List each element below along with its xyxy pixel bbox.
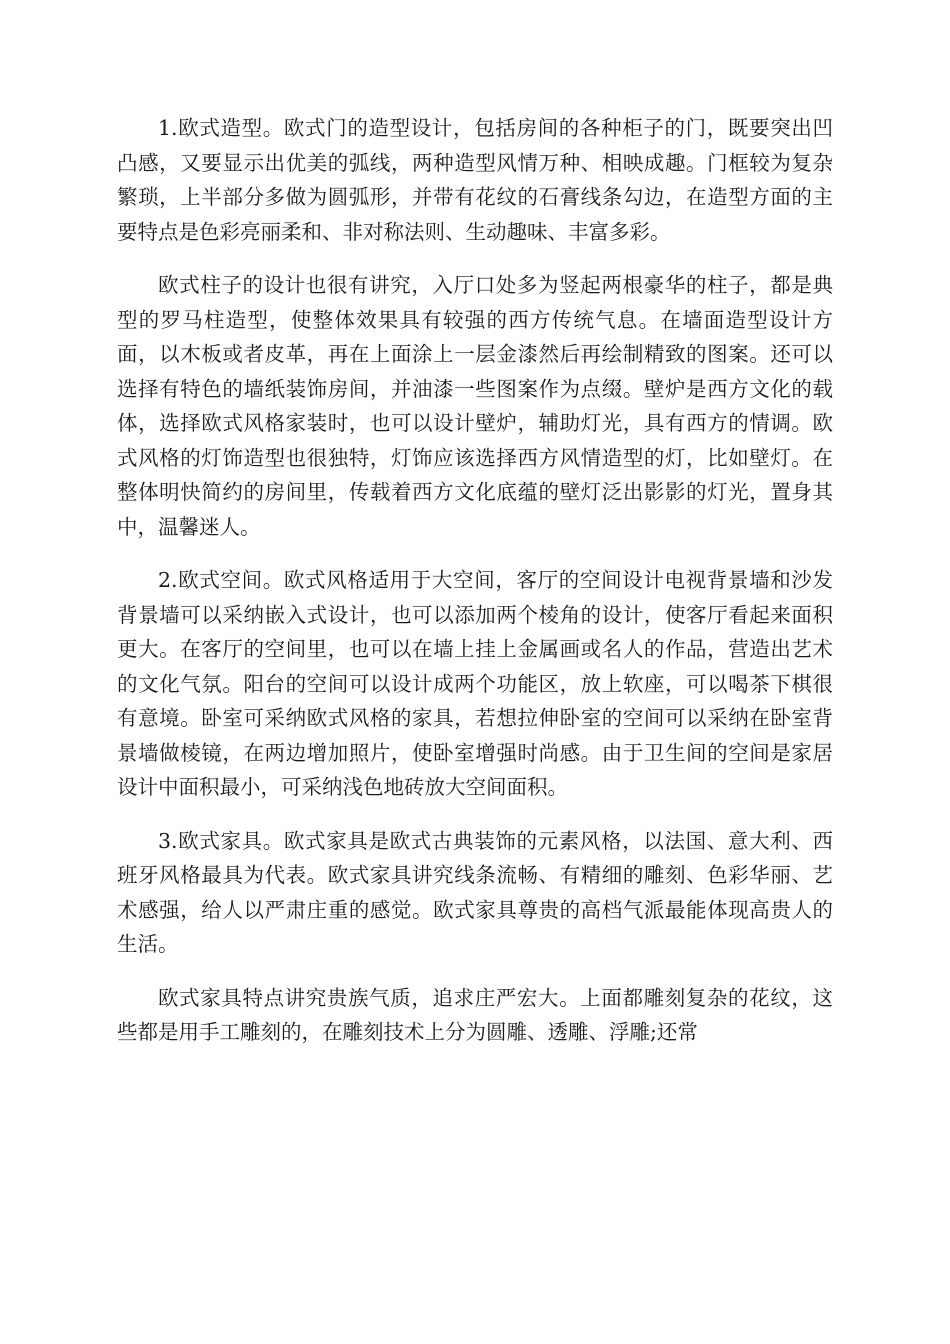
paragraph-european-furniture: 3.欧式家具。欧式家具是欧式古典装饰的元素风格，以法国、意大利、西班牙风格最具为代表。欧式家具讲究线条流畅、有精细的雕刻、色彩华丽、艺术感强，给人以严肃庄重的感觉。欧式家具尊贵的高档气派最能体现高贵人的生活。 (117, 828, 833, 956)
paragraph-furniture-features: 欧式家具特点讲究贵族气质，追求庄严宏大。上面都雕刻复杂的花纹，这些都是用手工雕刻的，在雕刻技术上分为圆雕、透雕、浮雕;还常 (117, 985, 833, 1044)
document-page (117, 111, 833, 1069)
paragraph-european-shape: 1.欧式造型。欧式门的造型设计，包括房间的各种柜子的门，既要突出凹凸感，又要显示出优美的弧线，两种造型风情万种、相映成趣。门框较为复杂繁琐，上半部分多做为圆弧形，并带有花纹的石膏线条勾边，在造型方面的主要特点是色彩亮丽柔和、非对称法则、生动趣味、丰富多彩。 (117, 116, 833, 244)
paragraph-european-columns: 欧式柱子的设计也很有讲究，入厅口处多为竖起两根豪华的柱子，都是典型的罗马柱造型，使整体效果具有较强的西方传统气息。在墙面造型设计方面，以木板或者皮革，再在上面涂上一层金漆然后再绘制精致的图案。还可以选择有特色的墙纸装饰房间，并油漆一些图案作为点缀。壁炉是西方文化的载体，选择欧式风格家装时，也可以设计壁炉，辅助灯光，具有西方的情调。欧式风格的灯饰造型也很独特，灯饰应该选择西方风情造型的灯，比如壁灯。在整体明快简约的房间里，传载着西方文化底蕴的壁灯泛出影影的灯光，置身其中，温馨迷人。 (117, 273, 833, 539)
paragraph-european-space: 2.欧式空间。欧式风格适用于大空间，客厅的空间设计电视背景墙和沙发背景墙可以采纳嵌入式设计，也可以添加两个棱角的设计，使客厅看起来面积更大。在客厅的空间里，也可以在墙上挂上金属画或名人的作品，营造出艺术的文化气氛。阳台的空间可以设计成两个功能区，放上软座，可以喝茶下棋很有意境。卧室可采纳欧式风格的家具，若想拉伸卧室的空间可以采纳在卧室背景墙做棱镜，在两边增加照片，使卧室增强时尚感。由于卫生间的空间是家居设计中面积最小，可采纳浅色地砖放大空间面积。 (117, 568, 833, 799)
